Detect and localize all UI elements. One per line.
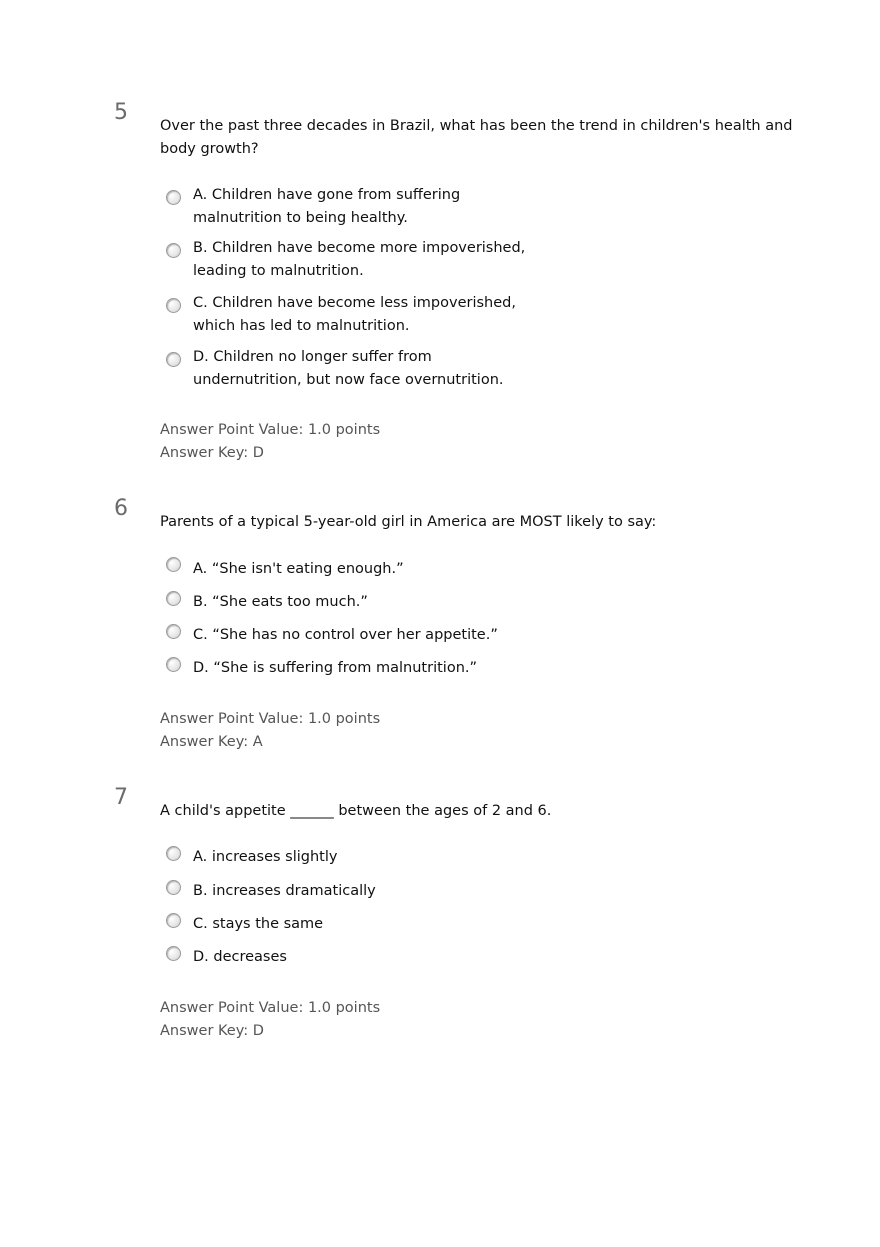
answer-option-d[interactable]: [166, 657, 477, 680]
radio-button-icon[interactable]: [166, 298, 181, 313]
answer-option-a[interactable]: [166, 184, 460, 230]
option-text-line2: which has led to malnutrition.: [193, 318, 410, 334]
answer-option-b[interactable]: [166, 237, 525, 283]
answer-key: Answer Key: A: [160, 734, 263, 750]
radio-button-icon[interactable]: [166, 591, 181, 606]
answer-point-value: Answer Point Value: 1.0 points: [160, 422, 381, 438]
radio-button-icon[interactable]: [166, 557, 181, 572]
question-number: 6: [114, 496, 128, 521]
answer-option-c[interactable]: [166, 292, 516, 338]
option-text: C. stays the same: [193, 916, 324, 932]
answer-key: Answer Key: D: [160, 445, 264, 461]
answer-option-b[interactable]: [166, 880, 376, 903]
option-text: D. “She is suffering from malnutrition.”: [193, 660, 478, 676]
answer-option-d[interactable]: [166, 946, 287, 969]
answer-point-value: Answer Point Value: 1.0 points: [160, 1000, 381, 1016]
question-prompt: Parents of a typical 5-year-old girl in America are MOST likely to say:: [160, 514, 657, 530]
radio-button-icon[interactable]: [166, 352, 181, 367]
radio-button-icon[interactable]: [166, 657, 181, 672]
question-prompt: A child's appetite ______ between the ages of 2 and 6.: [160, 803, 552, 819]
option-text: B. “She eats too much.”: [193, 594, 368, 610]
option-text-line1: C. Children have become less impoverished,: [193, 295, 516, 311]
answer-point-value: Answer Point Value: 1.0 points: [160, 711, 381, 727]
question-prompt: Over the past three decades in Brazil, what has been the trend in children's health and body growth?: [160, 118, 793, 157]
option-text-line1: B. Children have become more impoverished,: [193, 240, 526, 256]
answer-key: Answer Key: D: [160, 1023, 264, 1039]
option-text: A. increases slightly: [193, 849, 338, 865]
option-text-line2: undernutrition, but now face overnutrition.: [193, 372, 504, 388]
option-text-line1: A. Children have gone from suffering: [193, 187, 461, 203]
radio-button-icon[interactable]: [166, 880, 181, 895]
answer-option-b[interactable]: [166, 591, 368, 614]
option-text: A. “She isn't eating enough.”: [193, 561, 404, 577]
question-number: 5: [114, 100, 128, 125]
option-text-line1: D. Children no longer suffer from: [193, 349, 432, 365]
option-text-line2: leading to malnutrition.: [193, 263, 364, 279]
radio-button-icon[interactable]: [166, 624, 181, 639]
answer-option-c[interactable]: [166, 624, 498, 647]
answer-option-a[interactable]: [166, 846, 337, 869]
question-number: 7: [114, 785, 128, 810]
option-text: D. decreases: [193, 949, 287, 965]
radio-button-icon[interactable]: [166, 190, 181, 205]
option-text: C. “She has no control over her appetite.”: [193, 627, 498, 643]
option-text-line2: malnutrition to being healthy.: [193, 210, 408, 226]
radio-button-icon[interactable]: [166, 243, 181, 258]
radio-button-icon[interactable]: [166, 913, 181, 928]
answer-option-c[interactable]: [166, 913, 323, 936]
option-text: B. increases dramatically: [193, 883, 376, 899]
radio-button-icon[interactable]: [166, 946, 181, 961]
radio-button-icon[interactable]: [166, 846, 181, 861]
answer-option-a[interactable]: [166, 557, 404, 581]
answer-option-d[interactable]: [166, 346, 504, 392]
